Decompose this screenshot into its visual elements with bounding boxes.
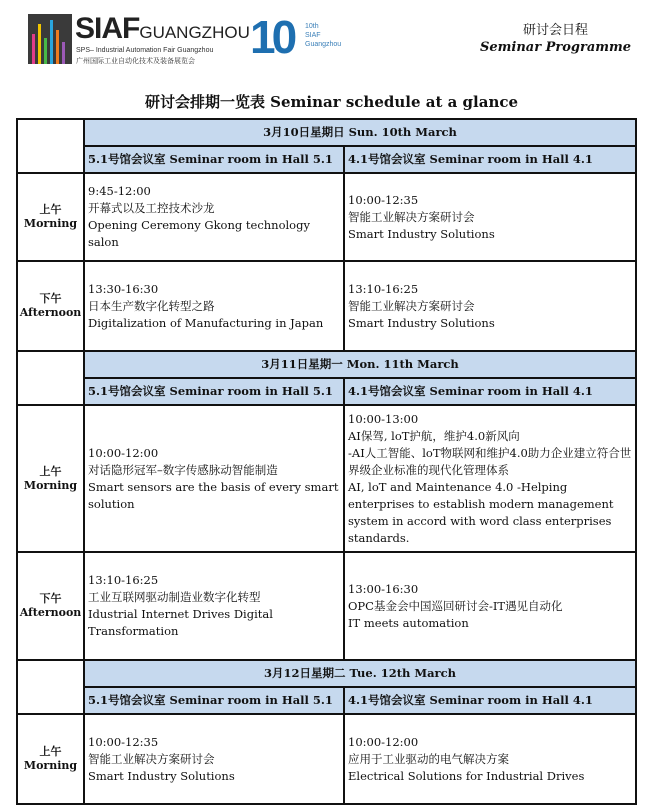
session-title: 应用于工业驱动的电气解决方案 [348,751,509,766]
session-cell [344,173,636,261]
programme-heading [480,22,631,56]
session-time: 10:00-12:00 [88,445,159,460]
time-of-day-label [17,552,84,660]
session-time: 10:00-12:35 [88,734,159,749]
period-en: Afternoon [19,306,82,319]
time-of-day-label [17,261,84,351]
session-row [17,173,636,261]
session-title: Smart Industry Solutions [348,226,495,241]
label-blank-cell [17,660,84,714]
page-title: 研讨会排期一览表 Seminar schedule at a glance [144,93,519,111]
period-en: Afternoon [19,606,82,619]
session-title: AI保驾, loT护航，维护4.0新风向 [348,428,520,443]
anniversary-logo [250,10,360,70]
session-cell [344,714,636,804]
session-title: Electrical Solutions for Industrial Drives [348,768,585,783]
session-title: Digitalization of Manufacturing in Japan [88,315,324,330]
date-header: 3月11日星期一 Mon. 11th March [84,351,636,378]
session-title: Opening Ceremony Gkong technology salon [88,218,310,249]
programme-en: Seminar Programme [480,40,632,55]
session-title: OPC基金会中国巡回研讨会-IT遇见自动化 [348,598,563,613]
period-cn: 上午 [39,745,62,758]
logo-subtitle-cn: 广州国际工业自动化技术及装备展览会 [76,58,195,65]
period-cn: 上午 [39,203,62,216]
hall-row [17,146,636,173]
period-cn: 下午 [39,292,62,305]
anniversary-label: 10th SIAF Guangzhou [305,23,342,48]
session-title: Smart Industry Solutions [88,768,235,783]
period-en: Morning [23,759,78,772]
session-title: Smart sensors are the basis of every smart solution [88,479,339,511]
period-en: Morning [23,478,78,492]
siaf-logo [28,12,250,65]
date-row [17,119,636,146]
period-en: Morning [23,217,78,230]
session-title: 智能工业解决方案研讨会 [348,298,475,313]
session-time: 10:00-13:00 [348,411,419,426]
label-blank-cell [17,119,84,173]
session-cell [84,405,344,552]
session-time: 10:00-12:35 [348,192,419,207]
session-row [17,405,636,552]
session-cell [84,714,344,804]
session-title: 日本生产数字化转型之路 [88,298,215,313]
session-time: 13:10-16:25 [348,281,419,296]
hall-a-header: 5.1号馆会议室 Seminar room in Hall 5.1 [84,378,344,405]
date-row [17,660,636,687]
session-title: Idustrial Internet Drives Digital Transformation [88,607,273,638]
session-title: Smart Industry Solutions [348,315,495,330]
session-title: -AI人工智能、loT物联网和维护4.0助力企业建立符合世界级企业标准的现代化管理体系 [348,445,632,477]
session-cell [344,261,636,351]
session-time: 9:45-12:00 [88,184,151,198]
session-cell [344,552,636,660]
period-cn: 下午 [39,592,62,605]
time-of-day-label [17,405,84,552]
time-of-day-label [17,173,84,261]
hall-b-header: 4.1号馆会议室 Seminar room in Hall 4.1 [344,146,636,173]
session-title: AI, loT and Maintenance 4.0 -Helping enterprises to establish modern management system in accord with word class enterprises standards. [348,479,614,545]
session-time: 10:00-12:00 [348,734,419,749]
session-title: 智能工业解决方案研讨会 [88,751,215,766]
hall-b-header: 4.1号馆会议室 Seminar room in Hall 4.1 [344,687,636,714]
session-cell [84,261,344,351]
session-row [17,552,636,660]
date-header: 3月10日星期日 Sun. 10th March [84,119,636,146]
session-title: 智能工业解决方案研讨会 [348,209,475,224]
hall-row [17,687,636,714]
session-cell [344,405,636,552]
hall-a-header: 5.1号馆会议室 Seminar room in Hall 5.1 [84,687,344,714]
session-row [17,261,636,351]
date-header: 3月12日星期二 Tue. 12th March [84,660,636,687]
hall-a-header: 5.1号馆会议室 Seminar room in Hall 5.1 [84,146,344,173]
session-cell [84,173,344,261]
schedule-table [16,118,637,805]
session-title: 工业互联网驱动制造业数字化转型 [88,590,261,604]
logo-siaf-text: SIAFGUANGZHOU [75,12,250,45]
session-time: 13:10-16:25 [88,573,159,587]
hall-b-header: 4.1号馆会议室 Seminar room in Hall 4.1 [344,378,636,405]
date-row [17,351,636,378]
hall-row [17,378,636,405]
anniversary-number: 10 [250,11,294,63]
time-of-day-label [17,714,84,804]
programme-cn: 研讨会日程 [523,23,589,38]
session-time: 13:30-16:30 [88,281,159,296]
logo-subtitle-en: SPS– Industrial Automation Fair Guangzhou [76,47,214,54]
session-row [17,714,636,804]
session-time: 13:00-16:30 [348,581,419,596]
session-title: IT meets automation [348,615,469,630]
label-blank-cell [17,351,84,405]
session-title: 对话隐形冠军–数字传感脉动智能制造 [88,462,278,477]
logo-bars-icon [28,14,72,64]
period-cn: 上午 [39,464,62,478]
session-cell [84,552,344,660]
session-title: 开幕式以及工控技术沙龙 [88,201,215,215]
